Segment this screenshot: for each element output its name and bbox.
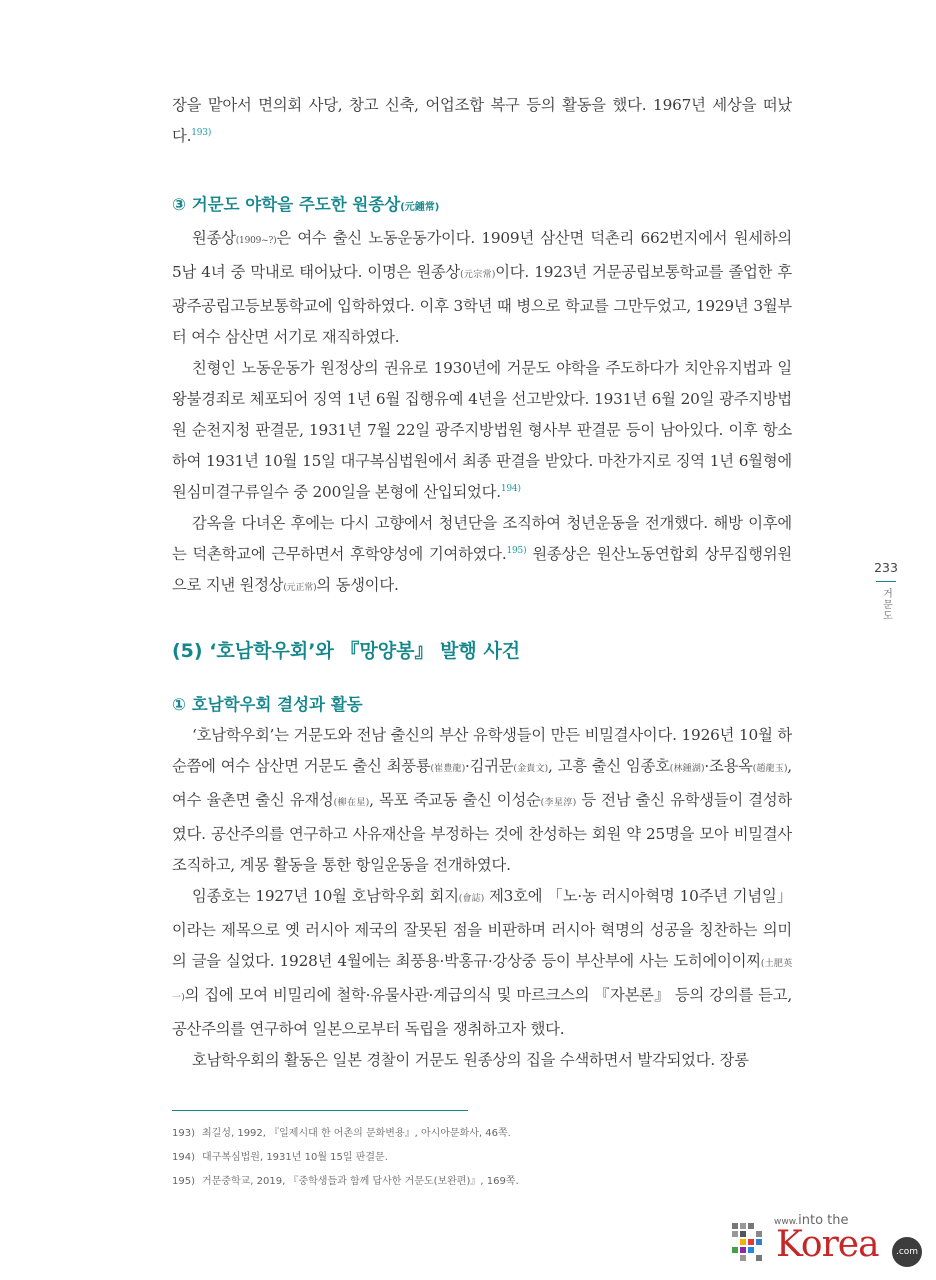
logo-pixel-mark-icon — [732, 1223, 768, 1263]
hanja-gloss: (金貴文) — [513, 764, 548, 774]
section-heading-honam-haguhoe: (5) ‘호남학우회’와 『망양봉』 발행 사건 — [172, 640, 521, 662]
footnote-194 — [172, 1148, 772, 1168]
intro-text: 장을 맡아서 면의회 사당, 창고 신축, 어업조합 복구 등의 활동을 했다. 1967년 세상을 떠났다. — [172, 96, 792, 145]
hanja-gloss: (會誌) — [458, 894, 485, 904]
text-run: 의 집에 모여 비밀리에 철학·유물사관·계급의식 및 마르크스의 『자본론』 등의 강의를 듣고, 공산주의를 연구하여 일본으로부터 독립을 쟁취하고자 했다. — [172, 986, 792, 1038]
hanja-gloss: (崔豊龍) — [430, 764, 465, 774]
footnotes — [172, 1124, 772, 1196]
footnote-195 — [172, 1172, 772, 1192]
into-the-korea-logo[interactable] — [732, 1213, 924, 1269]
page-marker — [866, 560, 906, 625]
footnote-193 — [172, 1124, 772, 1144]
footnote-ref-195[interactable]: 195) — [506, 545, 527, 556]
text-run: , 목포 죽교동 출신 이성순 — [369, 791, 541, 809]
text-run: , 여수 율촌면 출신 유재성 — [172, 757, 792, 809]
subheading-formation: ① 호남학우회 결성과 활동 — [172, 695, 363, 714]
hanja-gloss: (元正常) — [283, 583, 317, 593]
text-run: 원종상은 원산노동연합회 상무집행위원으로 지낸 원정상 — [172, 545, 792, 594]
body-content — [172, 90, 792, 1076]
text-run: 이다. 1923년 거문공립보통학교를 졸업한 후 광주공립고등보통학교에 입학하였다. 이후 3학년 때 병으로 학교를 그만두었고, 1929년 3월부터 여수 삼산면 서기로 재직하였다. — [172, 263, 793, 346]
page-number: 233 — [874, 560, 898, 575]
footnote-number: 194) — [172, 1152, 195, 1163]
paragraph-1 — [172, 223, 792, 353]
text-run: 의 동생이다. — [316, 576, 399, 594]
text-run: 제3호에 「노·농 러시아혁명 10주년 기념일」이라는 제목으로 옛 러시아 제국의 잘못된 점을 비판하며 러시아 혁명의 성공을 칭찬하는 의미의 글을 실었다. 1928년 4월에는 최풍용·박홍규·강상중 등이 부산부에 사는 도히에이이찌 — [172, 887, 792, 970]
text-run: , 고흥 출신 임종호 — [547, 757, 670, 775]
text-run: ‘호남학우회’는 거문도와 전남 출신의 부산 유학생들이 만든 비밀결사이다. 1926년 10월 하순쯤에 여수 삼산면 거문도 출신 최풍룡 — [172, 726, 792, 775]
paragraph-5 — [172, 881, 792, 1045]
footnote-text: 대구복심법원, 1931년 10월 15일 판결문. — [202, 1152, 388, 1163]
footnote-text: 최길성, 1992, 『일제시대 한 어촌의 문화변용』, 아시아문화사, 46쪽. — [202, 1128, 511, 1139]
text-run: 은 여수 출신 노동운동가이다. 1909년 삼산면 덕촌리 662번지에서 원세하의 5남 4녀 중 막내로 태어났다. 이명은 원종상 — [172, 229, 792, 281]
text-run: ·조용옥 — [704, 757, 753, 775]
footnote-ref-194[interactable]: 194) — [500, 483, 521, 494]
hanja-gloss: (元宗常) — [460, 270, 496, 280]
text-run: 등 전남 출신 유학생들이 결성하였다. 공산주의를 연구하고 사유재산을 부정하는 것에 찬성하는 회원 약 25명을 모아 비밀결사 조직하고, 계몽 활동을 통한 항일운동을 전개하였다. — [172, 791, 793, 874]
logo-com-badge: .com — [892, 1237, 922, 1267]
text-run: 호남학우회의 활동은 일본 경찰이 거문도 원종상의 집을 수색하면서 발각되었다. 장롱 — [192, 1051, 749, 1069]
paragraph-6 — [172, 1045, 792, 1076]
text-run: ·김귀문 — [465, 757, 514, 775]
text-run: 친형인 노동운동가 원정상의 권유로 1930년에 거문도 야학을 주도하다가 치안유지법과 일왕불경죄로 체포되어 징역 1년 6월 집행유예 4년을 선고받았다. 1931년 6월 20일 광주지방법원 순천지청 판결문, 1931년 7월 22일 광주지방법원 형사부 판결문 등이 남아있다. 이후 항소하여 1931년 10월 15일 대구복심법원에서 최종 판결을 받았다. 마찬가지로 징역 1년 6월형에 원심미결구류일수 중 200일을 본형에 산입되었다. — [172, 359, 792, 501]
hanja-gloss: (1909~?) — [235, 236, 277, 246]
hanja-gloss: (柳在星) — [333, 798, 370, 808]
text-run: 원종상 — [192, 229, 236, 247]
paragraph-4 — [172, 720, 792, 881]
subheading-hanja: (元鍾常) — [400, 202, 440, 213]
hanja-gloss: (土肥英一) — [172, 959, 792, 1003]
footnote-number: 193) — [172, 1128, 195, 1139]
footnote-divider — [172, 1110, 468, 1111]
hanja-gloss: (林鍾湖) — [669, 764, 705, 774]
subheading-won-jongsang — [172, 190, 792, 223]
logo-www: www. — [774, 1217, 799, 1227]
intro-paragraph — [172, 90, 792, 152]
subheading-text: ③ 거문도 야학을 주도한 원종상 — [172, 195, 401, 214]
text-run: 감옥을 다녀온 후에는 다시 고향에서 청년단을 조직하여 청년운동을 전개했다. 해방 이후에는 덕촌학교에 근무하면서 후학양성에 기여하였다. — [172, 514, 792, 563]
footnote-number: 195) — [172, 1176, 195, 1187]
logo-korea-wordmark: Korea — [776, 1224, 879, 1265]
text-run: 임종호는 1927년 10월 호남학우회 회지 — [192, 887, 459, 905]
paragraph-2 — [172, 353, 792, 508]
hanja-gloss: (李星淳) — [540, 798, 577, 808]
footnote-text: 거문중학교, 2019, 『중학생들과 함께 답사한 거문도(보완편)』, 169쪽. — [202, 1176, 519, 1187]
footnote-ref-193[interactable]: 193) — [191, 127, 212, 138]
paragraph-3 — [172, 508, 792, 604]
logo-into-the: into the — [798, 1213, 849, 1228]
page-marker-rule — [876, 581, 896, 582]
chapter-label: 거문도 — [880, 588, 892, 621]
hanja-gloss: (趙龍玉) — [752, 764, 788, 774]
